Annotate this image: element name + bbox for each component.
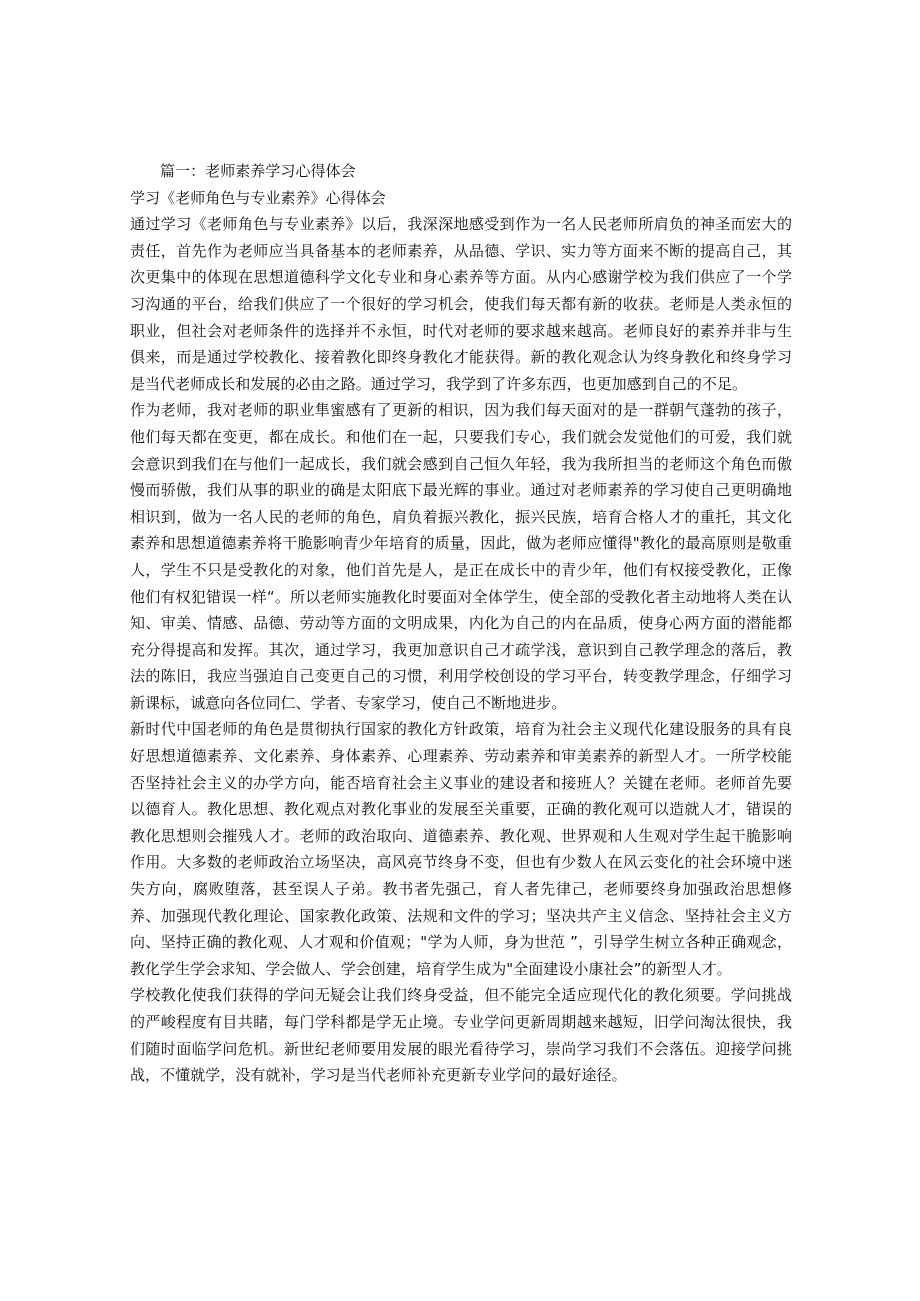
document-title: 篇一：老师素养学习心得体会: [160, 162, 356, 180]
paragraph-2: 作为老师，我对老师的职业隼蜜感有了更新的相识，因为我们每天面对的是一群朝气蓬勃的孩子，他们每天都在变更，都在成长。和他们在一起，只要我们专心，我们就会发觉他们的可爱，我们就会意识到我们在与他们一起成长，我们就会感到自己恒久年轻，我为我所担当的老师这个角色而傲慢而骄傲，我们从事的职业的确是太阳底下最光辉的事业。通过对老师素养的学习使自己更明确地相识到，做为一名人民的老师的角色，肩负着振兴教化，振兴民族，培育合格人才的重托，其文化素养和思想道德素养将干脆影响青少年培育的质量，因此，做为老师应懂得"教化的最高原则是敬重人，学生不只是受教化的对象，他们首先是人，是正在成长中的青少年，他们有权接受教化，正像他们有权犯错误一样“。所以老师实施教化时要面对全体学生，使全部的受教化者主动地将人类在认知、审美、情感、品德、劳动等方面的文明成果，内化为自己的内在品质，使身心两方面的潜能都充分得提高和发挥。其次，通过学习，我更加意识自己才疏学浅，意识到自己教学理念的落后，教法的陈旧，我应当强迫自己变更自己的习惯，利用学校创设的学习平台，转变教学理念，仔细学习新课标，诚意向各位同仁、学者、专家学习，使自己不断地进步。: [130, 401, 792, 712]
paragraph-3: 新时代中国老师的角色是贯彻执行国家的教化方针政策，培育为社会主义现代化建设服务的具有良好思想道德素养、文化素养、身体素养、心理素养、劳动素养和审美素养的新型人才。一所学校能否坚持社会主义的办学方向，能否培育社会主义事业的建设者和接班人？关键在老师。老师首先要以德育人。教化思想、教化观点对教化事业的发展至关重要，正确的教化观可以造就人才，错误的教化思想则会摧残人才。老师的政治取向、道德素养、教化观、世界观和人生观对学生起干脆影响作用。大多数的老师政治立场坚决，高风亮节终身不变，但也有少数人在风云变化的社会环境中迷失方向，腐败堕落，甚至误人子弟。教书者先强己，育人者先律己，老师要终身加强政治思想修养、加强现代教化理论、国家教化政策、法规和文件的学习；坚决共产主义信念、坚持社会主义方向、坚持正确的教化观、人才观和价值观；"学为人师，身为世范 ”，引导学生树立各种正确观念，教化学生学会求知、学会做人、学会创建，培育学生成为"全面建设小康社会”的新型人才。: [130, 720, 792, 978]
document-subtitle: 学习《老师角色与专业素养》心得体会: [130, 188, 386, 207]
paragraph-1: 通过学习《老师角色与专业素养》以后，我深深地感受到作为一名人民老师所肩负的神圣而宏大的责任，首先作为老师应当具备基本的老师素养，从品德、学识、实力等方面来不断的提高自己，其次更集中的体现在思想道德科学文化专业和身心素养等方面。从内心感谢学校为我们供应了一个学习沟通的平台，给我们供应了一个很好的学习机会，使我们每天都有新的收获。老师是人类永恒的职业，但社会对老师条件的选择并不永恒，时代对老师的要求越来越高。老师良好的素养并非与生俱来，而是通过学校教化、接着教化即终身教化才能获得。新的教化观念认为终身教化和终身学习是当代老师成长和发展的必由之路。通过学习，我学到了许多东西，也更加感到自己的不足。: [130, 215, 792, 393]
paragraph-4: 学校教化使我们获得的学问无疑会让我们终身受益，但不能完全适应现代化的教化须要。学问挑战的严峻程度有目共睹，每门学科都是学无止境。专业学问更新周期越来越短，旧学问淘汰很快，我们随时面临学问危机。新世纪老师要用发展的眼光看待学习，崇尚学习我们不会落伍。迎接学问挑战，不懂就学，没有就补，学习是当代老师补充更新专业学问的最好途径。: [130, 986, 792, 1085]
document-body: [130, 158, 792, 1089]
